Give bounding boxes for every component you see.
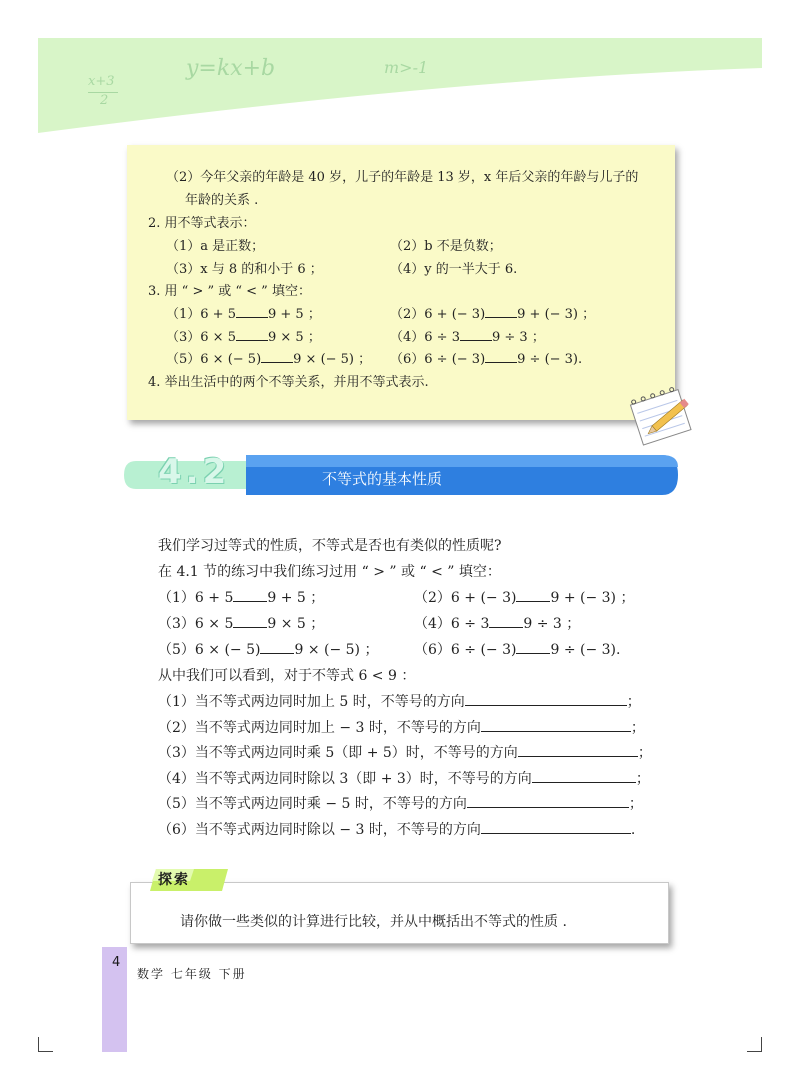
rule-item: （2）当不等式两边同时加上 − 3 时，不等号的方向 ； [158,720,645,736]
rule-item: （6）当不等式两边同时除以 − 3 时，不等号的方向 . [158,822,636,838]
crop-mark-bottom-right [747,1037,762,1052]
answer-blank[interactable] [532,770,636,783]
rule-item: （5）当不等式两边同时乘 − 5 时，不等号的方向 ； [158,796,643,812]
answer-blank[interactable] [485,305,517,318]
exercise-q2-item: （4）y 的一半大于 6. [390,262,518,277]
section-title: 不等式的基本性质 [321,470,442,488]
exercise-q1-2-line2: 年龄的关系 . [185,193,259,208]
fill-item: （1）6 + 5 9 + 5 ； [158,590,325,606]
rule-item: （1）当不等式两边同时加上 5 时，不等号的方向 ； [158,694,641,710]
fill-item: （3）6 × 5 9 × 5 ； [158,616,325,632]
formula-decoration-denominator: 2 [100,93,109,108]
exercise-q2-item: （2）b 不是负数； [390,239,502,254]
body-intro: 在 4.1 节的练习中我们练习过用 “ > ” 或 “ < ” 填空： [158,564,501,580]
fill-item: （6）6 ÷ (− 3) 9 ÷ (− 3). [414,642,621,658]
answer-blank[interactable] [489,615,523,628]
exercise-q2-item: （1）a 是正数； [166,239,265,254]
exercise-q1-2-line1: （2）今年父亲的年龄是 40 岁，儿子的年龄是 13 岁，x 年后父亲的年龄与儿子的 [166,170,639,185]
exercise-q3-item: （5）6 × (− 5) 9 × (− 5) ； [166,352,372,367]
answer-blank[interactable] [236,328,268,341]
formula-decoration-numerator: x+3 [88,74,115,89]
crop-mark-bottom-left [38,1037,53,1052]
answer-blank[interactable] [516,589,550,602]
formula-decoration-inequality: m>-1 [384,58,429,77]
answer-blank[interactable] [233,589,267,602]
answer-blank[interactable] [261,350,293,363]
exercise-q3-item: （1）6 + 5 9 + 5 ； [166,307,321,322]
answer-blank[interactable] [236,305,268,318]
fill-item: （4）6 ÷ 3 9 ÷ 3 ； [414,616,581,632]
fill-item: （5）6 × (− 5) 9 × (− 5) ； [158,642,379,658]
formula-decoration-linear: y=kx+b [186,56,276,81]
page-number: 4 [112,955,121,970]
exercise-q3-title: 3. 用 “ > ” 或 “ < ” 填空： [148,284,311,299]
exercise-q2-title: 2. 用不等式表示： [148,216,256,231]
body-observe: 从中我们可以看到，对于不等式 6 < 9 ： [158,668,416,684]
book-title: 数学 七年级 下册 [137,967,247,981]
fill-item: （2）6 + (− 3) 9 + (− 3) ； [414,590,635,606]
section-number: 4.2 [158,452,231,492]
exercise-q3-item: （2）6 + (− 3) 9 + (− 3) ； [390,307,596,322]
rule-item: （3）当不等式两边同时乘 5（即 + 5）时，不等号的方向 ； [158,745,652,761]
answer-blank[interactable] [481,821,631,834]
answer-blank[interactable] [485,350,517,363]
answer-blank[interactable] [465,693,627,706]
answer-blank[interactable] [467,795,629,808]
body-intro: 我们学习过等式的性质，不等式是否也有类似的性质呢? [158,538,502,554]
answer-blank[interactable] [233,615,267,628]
notebook-pencil-icon [622,386,702,450]
answer-blank[interactable] [518,744,638,757]
answer-blank[interactable] [481,719,631,732]
exercise-q3-item: （3）6 × 5 9 × 5 ； [166,330,321,345]
answer-blank[interactable] [516,641,550,654]
answer-blank[interactable] [260,641,294,654]
exercise-q2-item: （3）x 与 8 的和小于 6 ； [166,262,323,277]
header-banner [38,38,762,133]
rule-item: （4）当不等式两边同时除以 3（即 + 3）时，不等号的方向 ； [158,771,650,787]
exercise-q3-item: （6）6 ÷ (− 3) 9 ÷ (− 3). [390,352,583,367]
explore-label: 探索 [158,872,190,888]
exercise-q4: 4. 举出生活中的两个不等关系，并用不等式表示. [148,375,429,390]
answer-blank[interactable] [460,328,492,341]
explore-text: 请你做一些类似的计算进行比较，并从中概括出不等式的性质 . [180,914,567,930]
exercise-q3-item: （4）6 ÷ 3 9 ÷ 3 ； [390,330,545,345]
